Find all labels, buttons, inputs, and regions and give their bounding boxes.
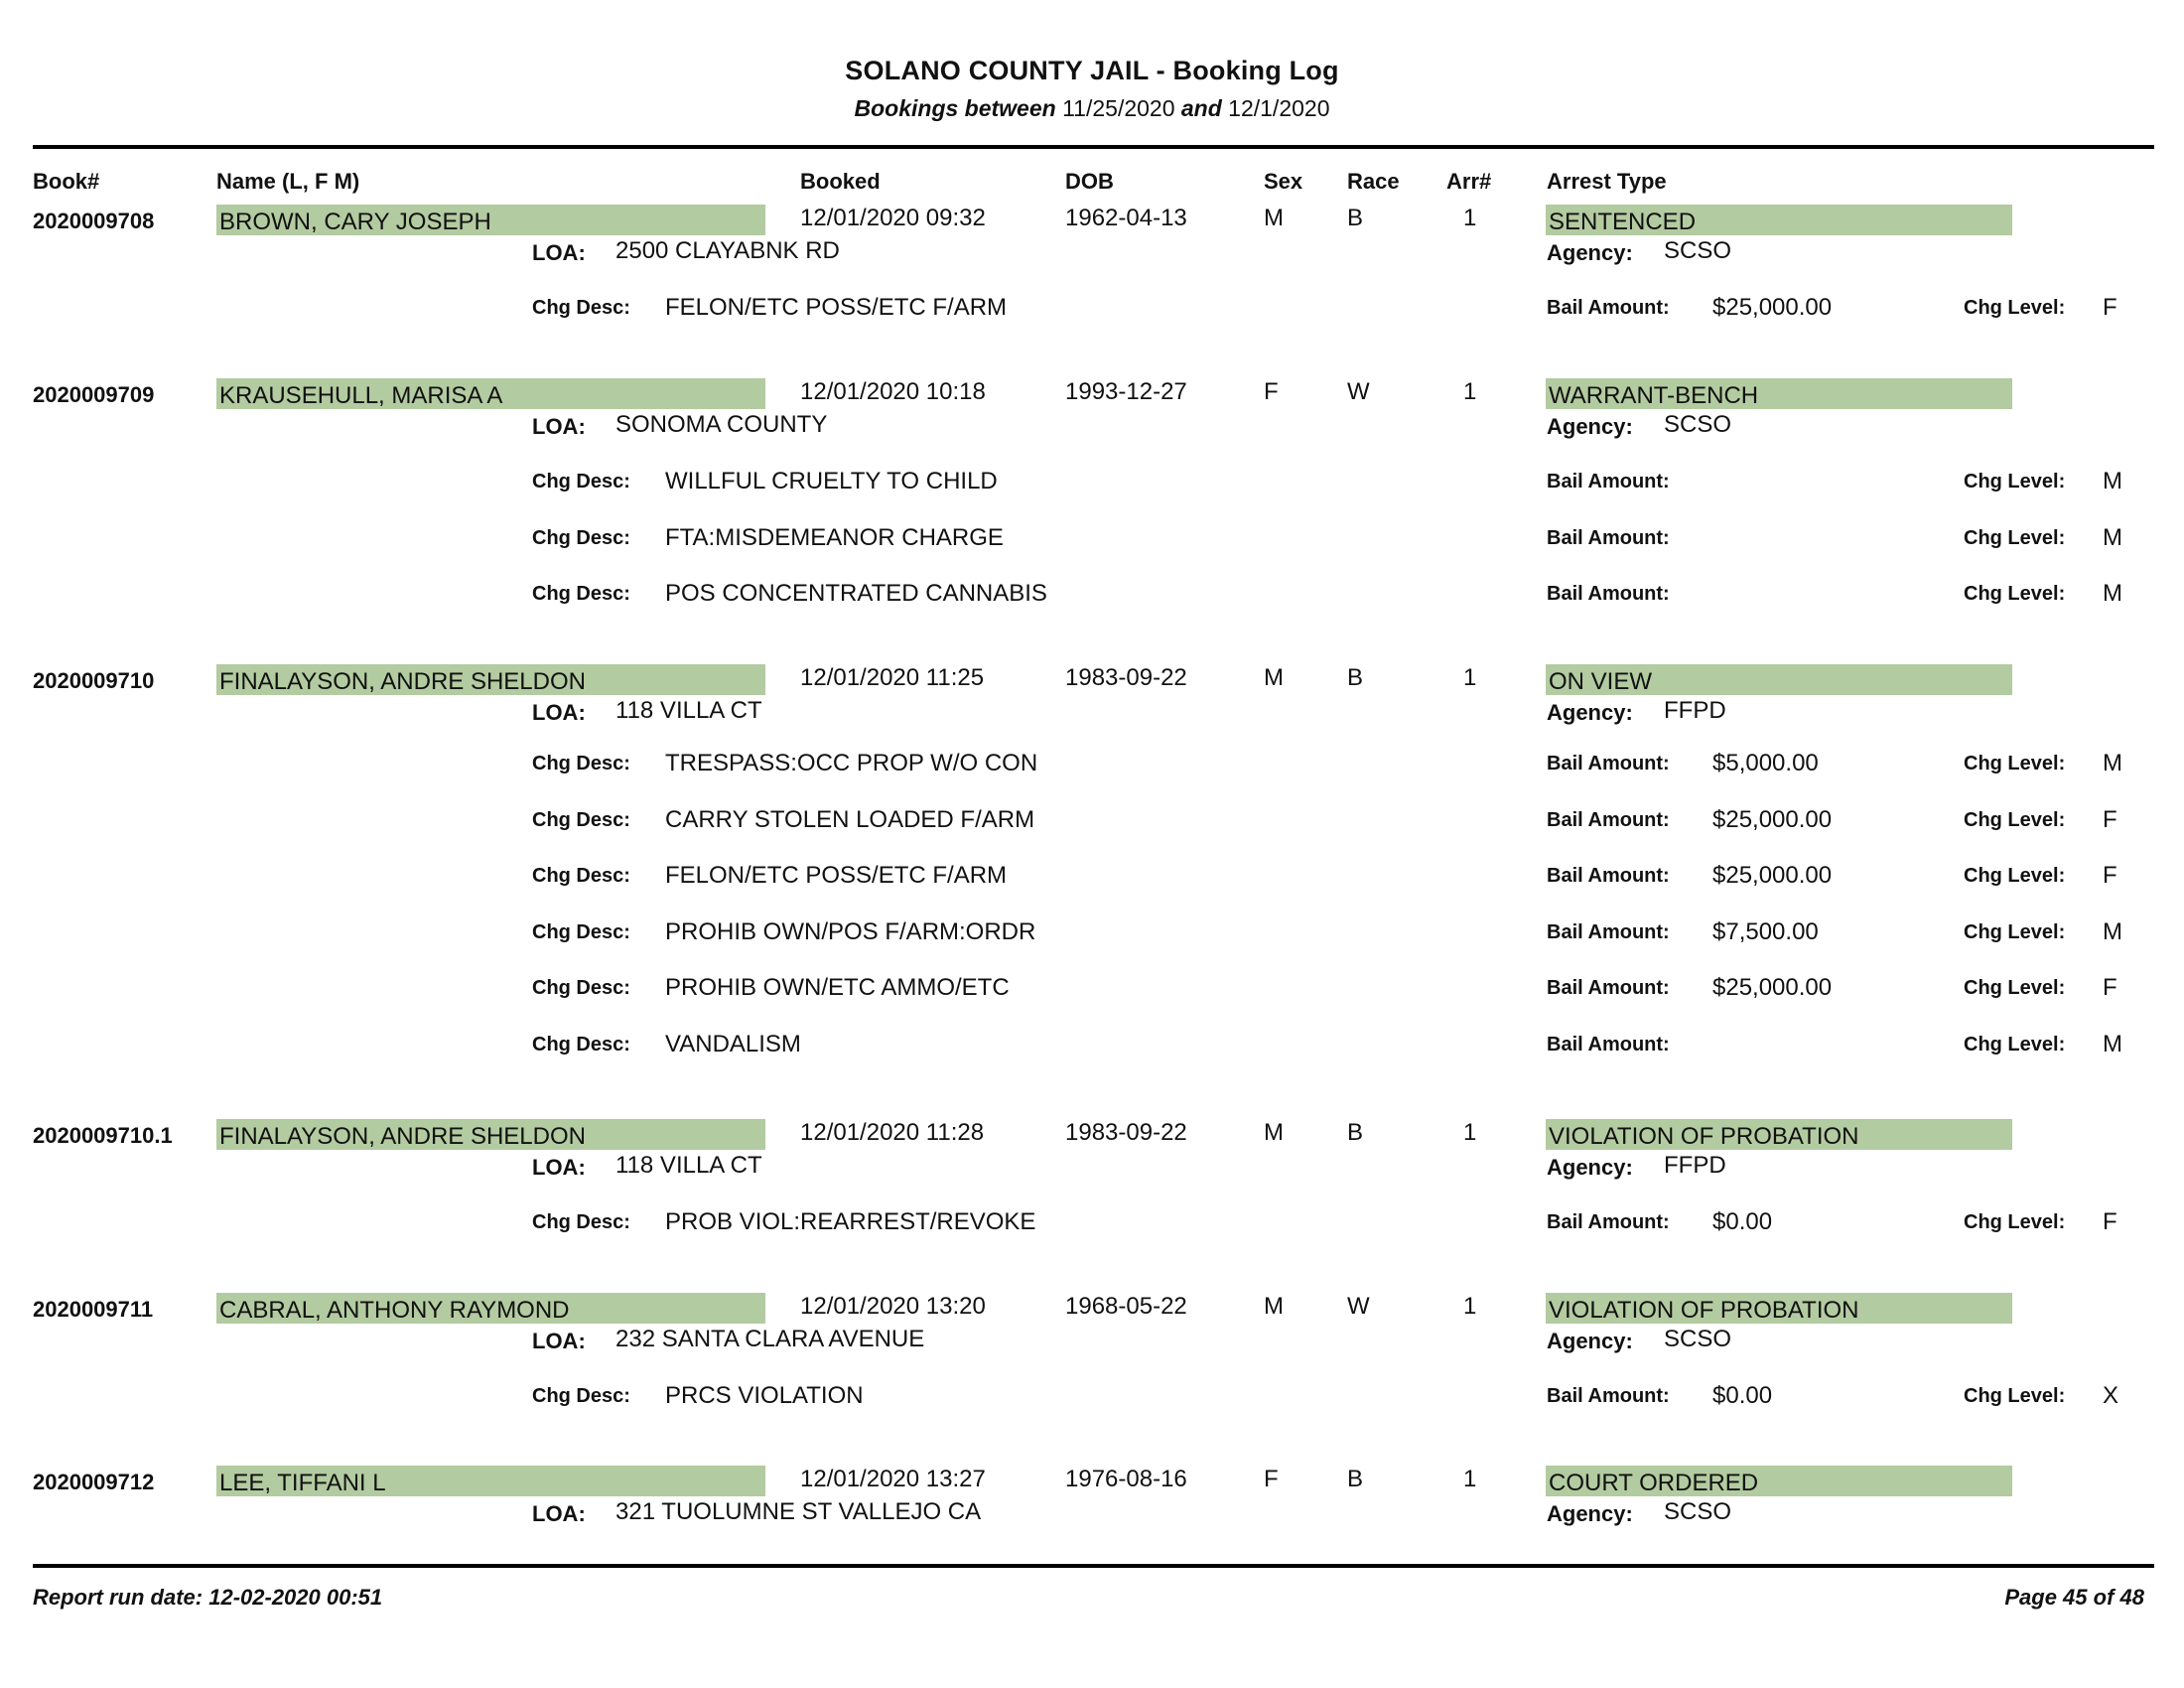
location-of-arrest: 232 SANTA CLARA AVENUE	[615, 1326, 925, 1352]
arrest-count: 1	[1463, 205, 1477, 231]
loa-label: LOA:	[532, 700, 586, 725]
page-number: Page 45 of 48	[2004, 1585, 2144, 1610]
race: B	[1347, 1119, 1364, 1146]
bail-amount: $5,000.00	[1712, 750, 1819, 776]
charge-desc-label: Chg Desc:	[532, 583, 630, 606]
charge-level-label: Chg Level:	[1964, 1385, 2066, 1407]
race: W	[1347, 1293, 1370, 1320]
date-to: 12/1/2020	[1228, 95, 1330, 121]
agency: SCSO	[1664, 237, 1732, 264]
agency-label: Agency:	[1547, 1501, 1633, 1526]
charge-level: M	[2103, 468, 2122, 494]
subtitle-prefix: Bookings between	[854, 95, 1056, 121]
agency: SCSO	[1664, 1326, 1732, 1352]
charge-description: PROHIB OWN/ETC AMMO/ETC	[665, 974, 1010, 1002]
booked-datetime: 12/01/2020 09:32	[800, 205, 986, 231]
arrest-count: 1	[1463, 1119, 1477, 1146]
arrest-type: VIOLATION OF PROBATION	[1546, 1293, 2012, 1324]
sex: F	[1264, 1466, 1279, 1492]
bail-amount: $25,000.00	[1712, 862, 1833, 890]
bail-amount-label: Bail Amount:	[1547, 471, 1670, 492]
race: B	[1347, 664, 1364, 691]
inmate-name: FINALAYSON, ANDRE SHELDON	[216, 1119, 765, 1150]
agency: FFPD	[1664, 697, 1726, 724]
charge-description: PROB VIOL:REARREST/REVOKE	[665, 1208, 1036, 1235]
charge-level: M	[2103, 917, 2122, 945]
race: B	[1347, 1466, 1364, 1492]
bail-amount-label: Bail Amount:	[1547, 1211, 1670, 1233]
loa-label: LOA:	[532, 1329, 586, 1353]
loa-label: LOA:	[532, 414, 586, 439]
race: B	[1347, 205, 1364, 231]
agency-label: Agency:	[1547, 240, 1633, 265]
inmate-name: KRAUSEHULL, MARISA A	[216, 378, 765, 409]
charge-desc-label: Chg Desc:	[532, 753, 630, 774]
book-number: 2020009709	[33, 382, 155, 407]
loa-label: LOA:	[532, 240, 586, 265]
charge-description: CARRY STOLEN LOADED F/ARM	[665, 805, 1035, 833]
arrest-type: COURT ORDERED	[1546, 1466, 2012, 1496]
charge-description: POS CONCENTRATED CANNABIS	[665, 580, 1047, 608]
charge-level-label: Chg Level:	[1964, 583, 2066, 606]
sex: M	[1264, 205, 1284, 231]
charge-level: F	[2103, 1208, 2117, 1235]
bail-amount: $25,000.00	[1712, 805, 1833, 833]
bail-amount-label: Bail Amount:	[1547, 297, 1670, 319]
book-number: 2020009711	[33, 1297, 154, 1322]
inmate-name: LEE, TIFFANI L	[216, 1466, 765, 1496]
race: W	[1347, 378, 1370, 405]
location-of-arrest: SONOMA COUNTY	[615, 411, 828, 438]
sex: M	[1264, 1119, 1284, 1146]
loa-label: LOA:	[532, 1501, 586, 1526]
charge-level-label: Chg Level:	[1964, 526, 2066, 549]
charge-description: PROHIB OWN/POS F/ARM:ORDR	[665, 917, 1036, 945]
bail-amount-label: Bail Amount:	[1547, 583, 1670, 606]
booked-datetime: 12/01/2020 13:20	[800, 1293, 986, 1320]
date-of-birth: 1968-05-22	[1065, 1293, 1187, 1320]
charge-level: F	[2103, 805, 2117, 833]
charge-desc-label: Chg Desc:	[532, 865, 630, 888]
charge-level-label: Chg Level:	[1964, 753, 2066, 774]
bail-amount: $0.00	[1712, 1208, 1773, 1235]
charge-desc-label: Chg Desc:	[532, 920, 630, 943]
bail-amount: $25,000.00	[1712, 294, 1833, 321]
bottom-divider	[33, 1564, 2154, 1568]
col-header-book: Book#	[33, 169, 100, 194]
arrest-count: 1	[1463, 664, 1477, 691]
agency-label: Agency:	[1547, 700, 1633, 725]
agency-label: Agency:	[1547, 414, 1633, 439]
inmate-name: BROWN, CARY JOSEPH	[216, 205, 765, 235]
charge-level-label: Chg Level:	[1964, 297, 2066, 319]
charge-desc-label: Chg Desc:	[532, 471, 630, 492]
date-of-birth: 1976-08-16	[1065, 1466, 1187, 1492]
location-of-arrest: 118 VILLA CT	[615, 1152, 762, 1179]
agency: SCSO	[1664, 1498, 1732, 1525]
booked-datetime: 12/01/2020 10:18	[800, 378, 986, 405]
top-divider	[33, 145, 2154, 149]
arrest-type: VIOLATION OF PROBATION	[1546, 1119, 2012, 1150]
report-run-date: Report run date: 12-02-2020 00:51	[33, 1585, 383, 1610]
arrest-type: SENTENCED	[1546, 205, 2012, 235]
bail-amount: $25,000.00	[1712, 974, 1833, 1002]
col-header-dob: DOB	[1065, 169, 1114, 194]
charge-level-label: Chg Level:	[1964, 977, 2066, 1000]
charge-level-label: Chg Level:	[1964, 865, 2066, 888]
sex: M	[1264, 1293, 1284, 1320]
charge-desc-label: Chg Desc:	[532, 1385, 630, 1407]
charge-level: X	[2103, 1382, 2119, 1409]
charge-level: M	[2103, 580, 2122, 608]
book-number: 2020009710	[33, 668, 155, 693]
date-of-birth: 1983-09-22	[1065, 1119, 1187, 1146]
charge-level: M	[2103, 750, 2122, 776]
booked-datetime: 12/01/2020 13:27	[800, 1466, 986, 1492]
charge-desc-label: Chg Desc:	[532, 526, 630, 549]
agency: SCSO	[1664, 411, 1732, 438]
bail-amount-label: Bail Amount:	[1547, 1034, 1670, 1055]
charge-description: TRESPASS:OCC PROP W/O CON	[665, 750, 1038, 776]
sex: M	[1264, 664, 1284, 691]
col-header-arr: Arr#	[1446, 169, 1492, 194]
book-number: 2020009710.1	[33, 1123, 173, 1148]
location-of-arrest: 321 TUOLUMNE ST VALLEJO CA	[615, 1498, 982, 1525]
date-from: 11/25/2020	[1062, 95, 1175, 121]
bail-amount: $0.00	[1712, 1382, 1773, 1409]
charge-level-label: Chg Level:	[1964, 1034, 2066, 1055]
col-header-booked: Booked	[800, 169, 881, 194]
charge-description: FELON/ETC POSS/ETC F/ARM	[665, 294, 1008, 321]
arrest-count: 1	[1463, 378, 1477, 405]
bail-amount-label: Bail Amount:	[1547, 977, 1670, 1000]
bail-amount-label: Bail Amount:	[1547, 920, 1670, 943]
bail-amount: $7,500.00	[1712, 917, 1819, 945]
charge-level-label: Chg Level:	[1964, 920, 2066, 943]
bail-amount-label: Bail Amount:	[1547, 1385, 1670, 1407]
loa-label: LOA:	[532, 1155, 586, 1180]
col-header-name: Name (L, F M)	[216, 169, 360, 194]
charge-description: VANDALISM	[665, 1031, 801, 1057]
arrest-count: 1	[1463, 1293, 1477, 1320]
arrest-count: 1	[1463, 1466, 1477, 1492]
col-header-arrest-type: Arrest Type	[1547, 169, 1667, 194]
charge-description: WILLFUL CRUELTY TO CHILD	[665, 468, 998, 494]
book-number: 2020009712	[33, 1470, 155, 1494]
charge-desc-label: Chg Desc:	[532, 808, 630, 831]
agency: FFPD	[1664, 1152, 1726, 1179]
sex: F	[1264, 378, 1279, 405]
charge-level: F	[2103, 294, 2117, 321]
charge-description: FTA:MISDEMEANOR CHARGE	[665, 523, 1004, 551]
col-header-sex: Sex	[1264, 169, 1303, 194]
charge-description: FELON/ETC POSS/ETC F/ARM	[665, 862, 1008, 890]
subtitle-and: and	[1180, 95, 1222, 121]
charge-level-label: Chg Level:	[1964, 1211, 2066, 1233]
charge-description: PRCS VIOLATION	[665, 1382, 864, 1409]
arrest-type: WARRANT-BENCH	[1546, 378, 2012, 409]
booked-datetime: 12/01/2020 11:25	[800, 664, 985, 691]
bail-amount-label: Bail Amount:	[1547, 526, 1670, 549]
arrest-type: ON VIEW	[1546, 664, 2012, 695]
inmate-name: CABRAL, ANTHONY RAYMOND	[216, 1293, 765, 1324]
booked-datetime: 12/01/2020 11:28	[800, 1119, 985, 1146]
charge-level: M	[2103, 523, 2122, 551]
agency-label: Agency:	[1547, 1155, 1633, 1180]
report-title: SOLANO COUNTY JAIL - Booking Log	[845, 56, 1339, 85]
charge-desc-label: Chg Desc:	[532, 1034, 630, 1055]
charge-level: M	[2103, 1031, 2122, 1057]
col-header-race: Race	[1347, 169, 1400, 194]
charge-level: F	[2103, 862, 2117, 890]
date-of-birth: 1983-09-22	[1065, 664, 1187, 691]
agency-label: Agency:	[1547, 1329, 1633, 1353]
date-of-birth: 1993-12-27	[1065, 378, 1187, 405]
charge-desc-label: Chg Desc:	[532, 297, 630, 319]
inmate-name: FINALAYSON, ANDRE SHELDON	[216, 664, 765, 695]
charge-level-label: Chg Level:	[1964, 471, 2066, 492]
location-of-arrest: 118 VILLA CT	[615, 697, 762, 724]
charge-level-label: Chg Level:	[1964, 808, 2066, 831]
report-subtitle	[0, 95, 2184, 122]
bail-amount-label: Bail Amount:	[1547, 808, 1670, 831]
charge-desc-label: Chg Desc:	[532, 1211, 630, 1233]
book-number: 2020009708	[33, 209, 155, 233]
charge-desc-label: Chg Desc:	[532, 977, 630, 1000]
bail-amount-label: Bail Amount:	[1547, 865, 1670, 888]
location-of-arrest: 2500 CLAYABNK RD	[615, 237, 840, 264]
bail-amount-label: Bail Amount:	[1547, 753, 1670, 774]
charge-level: F	[2103, 974, 2117, 1002]
date-of-birth: 1962-04-13	[1065, 205, 1187, 231]
